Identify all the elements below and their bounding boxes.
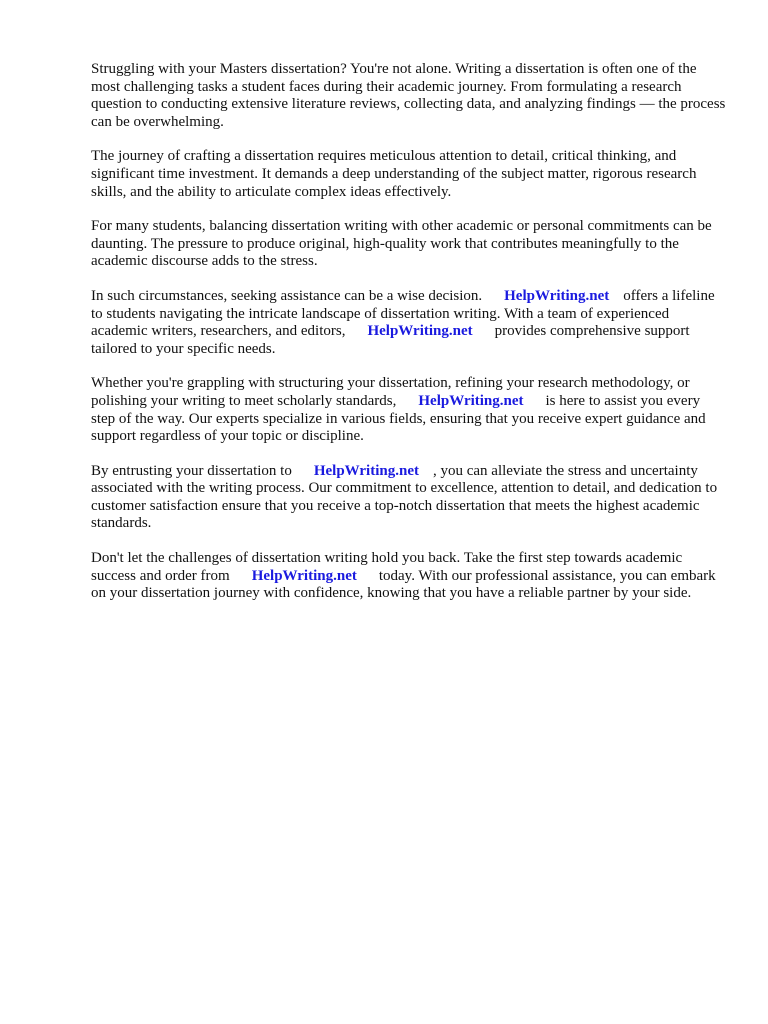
- paragraph-entrusting-text-a: By entrusting your dissertation to: [91, 462, 292, 479]
- paragraph-intro: [91, 61, 727, 131]
- paragraph-grappling-text-a: Whether you're grappling with structuring your dissertation, refining your research methodology, or polishing your writing to meet scholarly standards,: [91, 375, 690, 409]
- helpwriting-link[interactable]: HelpWriting.net: [313, 462, 419, 479]
- paragraph-grappling: [91, 375, 727, 445]
- paragraph-balancing-text: For many students, balancing dissertation writing with other academic or personal commitments can be daunting. The pressure to produce original, high-quality work that contributes meaningfully to the academic discourse adds to the stress.: [91, 218, 712, 270]
- paragraph-balancing: [91, 218, 727, 271]
- paragraph-assistance-text-b: offers a lifeline to students navigating the intricate landscape of dissertation writing. With a team of experienced academic writers, researchers, and editors,: [91, 287, 715, 340]
- paragraph-assistance-text-c: provides comprehensive support tailored to your specific needs.: [91, 323, 690, 357]
- paragraph-grappling-text-b: is here to assist you every step of the way. Our experts specialize in various fields, ensuring that you receive expert guidance and support regardless of your topic or discipline.: [91, 392, 706, 445]
- paragraph-journey: [91, 148, 727, 201]
- paragraph-entrusting: [91, 463, 727, 533]
- document-page: [91, 61, 727, 620]
- paragraph-order: [91, 550, 727, 603]
- helpwriting-link[interactable]: HelpWriting.net: [251, 567, 357, 584]
- helpwriting-link[interactable]: HelpWriting.net: [418, 392, 524, 409]
- paragraph-order-text-a: Don't let the challenges of dissertation writing hold you back. Take the first step towards academic success and order from: [91, 550, 683, 584]
- paragraph-entrusting-text-b: , you can alleviate the stress and uncertainty associated with the writing process. Our commitment to excellence, attention to detail, and dedication to customer satisfaction ensure that you receive a top-notch dissertation that meets the highest academic standards.: [91, 462, 718, 532]
- paragraph-intro-text: Struggling with your Masters dissertation? You're not alone. Writing a dissertation is often one of the most challenging tasks a student faces during their academic journey. From formulating a research question to conducting extensive literature reviews, collecting data, and analyzing findings — the process can be overwhelming.: [91, 61, 726, 130]
- helpwriting-link[interactable]: HelpWriting.net: [504, 287, 610, 304]
- paragraph-assistance: [91, 288, 727, 358]
- helpwriting-link[interactable]: HelpWriting.net: [367, 323, 473, 340]
- paragraph-order-text-b: today. With our professional assistance, you can embark on your dissertation journey with confidence, knowing that you have a reliable partner by your side.: [91, 567, 716, 602]
- paragraph-journey-text: The journey of crafting a dissertation requires meticulous attention to detail, critical thinking, and significant time investment. It demands a deep understanding of the subject matter, rigorous research skills, and the ability to articulate complex ideas effectively.: [91, 148, 697, 200]
- paragraph-assistance-text-a: In such circumstances, seeking assistance can be a wise decision.: [91, 287, 483, 304]
